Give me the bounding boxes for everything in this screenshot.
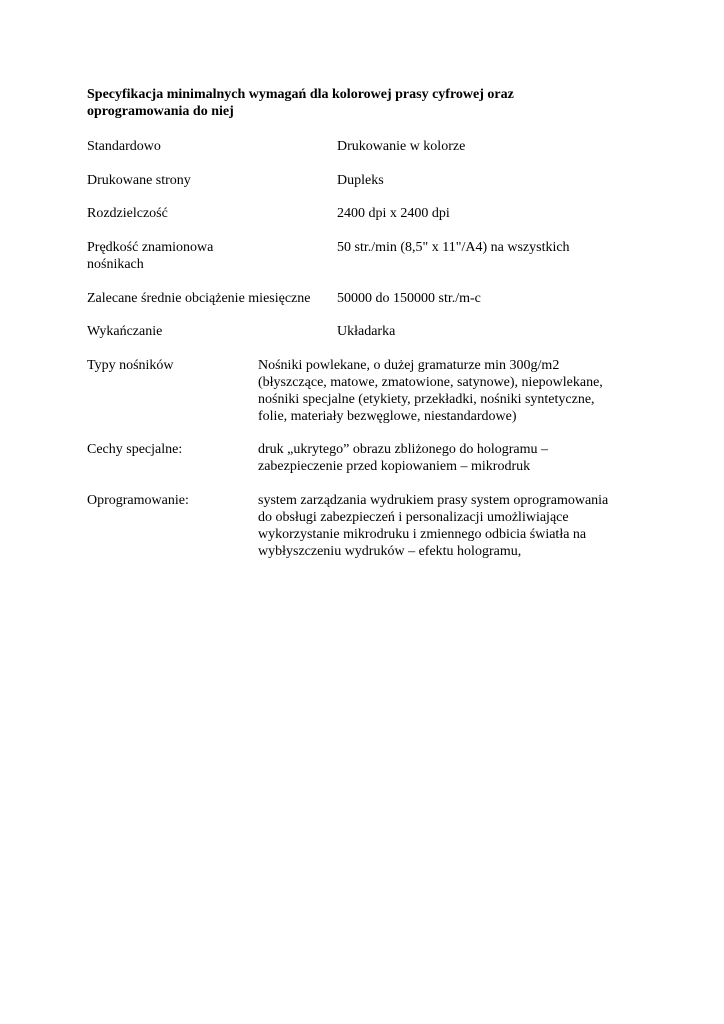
spec-value: 50000 do 150000 str./m-c	[337, 291, 481, 306]
spec-label: Rozdzielczość	[87, 206, 168, 221]
spec-value-line: wykorzystanie mikrodruku i zmiennego odbicia światła na	[258, 527, 587, 542]
spec-value-line: do obsługi zabezpieczeń i personalizacji umożliwiające	[258, 510, 569, 525]
title-line-2: oprogramowania do niej	[87, 104, 234, 119]
spec-label: Cechy specjalne:	[87, 442, 183, 457]
spec-value-line: wybłyszczeniu wydruków – efektu hologramu,	[258, 544, 522, 559]
spec-label: Oprogramowanie:	[87, 493, 189, 508]
spec-value-line: zabezpieczenie przed kopiowaniem – mikrodruk	[258, 459, 531, 474]
spec-value-line: Nośniki powlekane, o dużej gramaturze min 300g/m2	[258, 358, 560, 373]
spec-value: Drukowanie w kolorze	[337, 139, 466, 154]
spec-label: Wykańczanie	[87, 324, 163, 339]
spec-label: Standardowo	[87, 139, 161, 154]
document-title	[87, 86, 607, 120]
spec-label: Drukowane strony	[87, 173, 191, 188]
spec-label: Typy nośników	[87, 358, 174, 373]
spec-label: Prędkość znamionowa	[87, 240, 214, 255]
spec-value: 2400 dpi x 2400 dpi	[337, 206, 450, 221]
spec-value: Układarka	[337, 324, 396, 339]
spec-value-block	[258, 441, 648, 475]
spec-value: Dupleks	[337, 173, 384, 188]
spec-value-continuation: nośnikach	[87, 257, 144, 272]
spec-value-block	[258, 492, 648, 560]
spec-value-line: nośniki specjalne (etykiety, przekładki, nośniki syntetyczne,	[258, 392, 595, 407]
spec-value-block	[258, 357, 648, 425]
spec-value-line: druk „ukrytego” obrazu zbliżonego do hologramu –	[258, 442, 549, 457]
spec-value-line: (błyszczące, matowe, zmatowione, satynowe), niepowlekane,	[258, 375, 603, 390]
spec-value-line: system zarządzania wydrukiem prasy system oprogramowania	[258, 493, 609, 508]
spec-value: 50 str./min (8,5" x 11"/A4) na wszystkich	[337, 240, 570, 255]
spec-value-line: folie, materiały bezwęglowe, niestandardowe)	[258, 409, 517, 424]
title-line-1: Specyfikacja minimalnych wymagań dla kolorowej prasy cyfrowej oraz	[87, 87, 514, 102]
spec-label: Zalecane średnie obciążenie miesięczne	[87, 291, 311, 306]
